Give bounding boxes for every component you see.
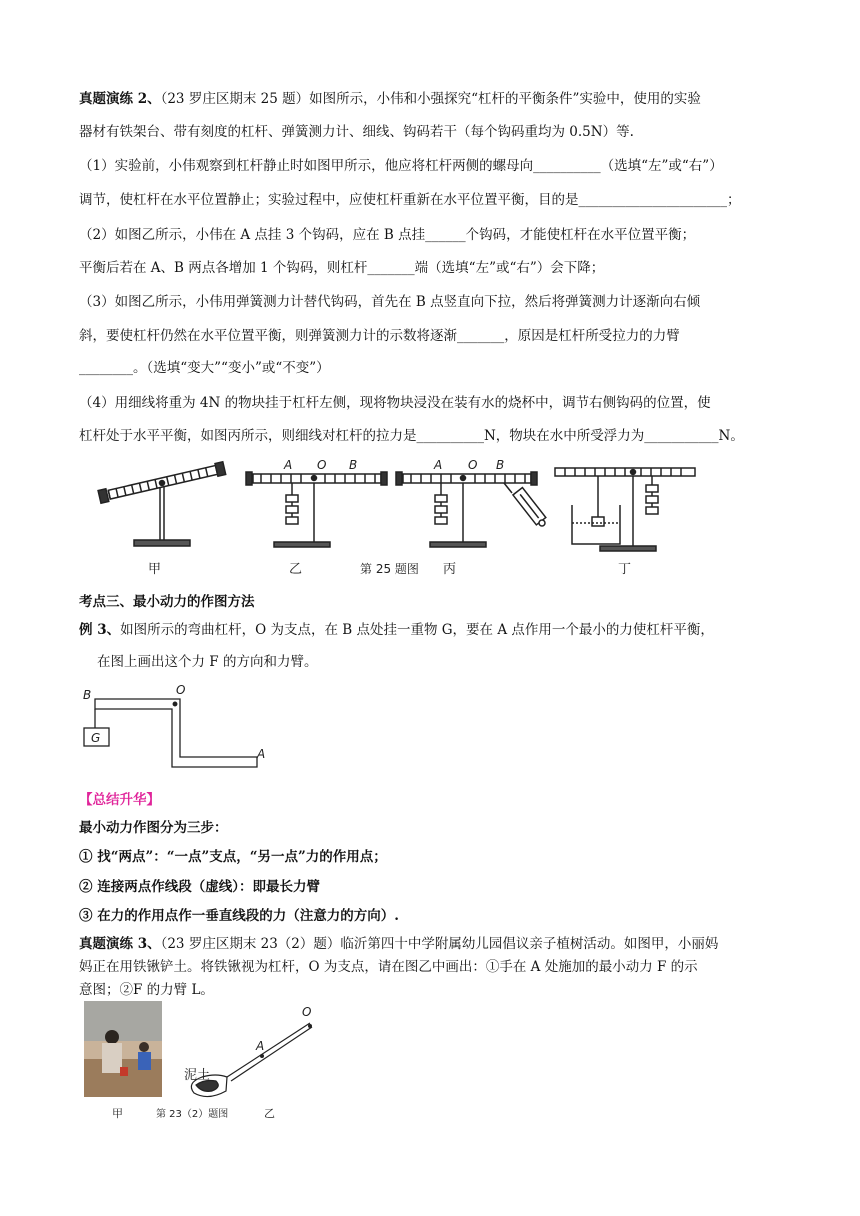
q2-line1 (79, 89, 701, 109)
caption-yi: 乙 (289, 562, 303, 577)
label-o: O (302, 1005, 312, 1019)
label-a-yi: A (284, 458, 293, 472)
label-a: A (257, 747, 266, 761)
label-b-bing: B (496, 458, 505, 472)
q3-line2: 妈正在用铁锹铲土。将铁锹视为杠杆，O 为支点，请在图乙中画出：①手在 A 处施加的最小动力 F 的示 (79, 959, 698, 975)
q2-text1: （23 罗庄区期末 25 题）如图所示，小伟和小强探究“杠杆的平衡条件”实验中，使用的实验 (160, 91, 701, 107)
lever-experiment-figure (90, 455, 720, 580)
label-a-bing: A (434, 458, 443, 472)
bent-lever (95, 699, 257, 767)
photo-jia (84, 1001, 162, 1097)
q2-part1-a: （1）实验前，小伟观察到杠杆静止时如图甲所示，他应将杠杆两侧的螺母向__________（选填“左”或“右”） (79, 158, 723, 174)
q2-part4-a: （4）用细线将重为 4N 的物块挂于杠杆左侧，现将物块浸没在装有水的烧杯中，调节右侧钩码的位置，使 (79, 395, 711, 411)
label-b-yi: B (349, 458, 358, 472)
example3-line2: 在图上画出这个力 F 的方向和力臂。 (97, 654, 318, 670)
q2-part2-b: 平衡后若在 A、B 两点各增加 1 个钩码，则杠杆_______端（选填“左”或“右”）会下降； (79, 260, 605, 276)
summary-intro: 最小动力作图分为三步： (79, 820, 228, 836)
shovel-figure (84, 1001, 334, 1126)
summary-step-2: ② 连接两点作线段（虚线）：即最长力臂 (79, 879, 320, 895)
q2-part3-c: ________。（选填“变大”“变小”或“不变”） (79, 360, 330, 376)
q3-line3: 意图；②F 的力臂 L。 (79, 982, 214, 998)
caption-figure-23: 第 23（2）题图 (156, 1109, 229, 1120)
caption-yi: 乙 (264, 1107, 275, 1120)
shovel-diagram (191, 1023, 312, 1097)
section3-title: 考点三、最小动力的作图方法 (79, 594, 255, 610)
example3-line1 (79, 620, 714, 640)
caption-bing: 丙 (443, 562, 457, 577)
caption-jia: 甲 (112, 1107, 123, 1120)
figure-jia (98, 462, 226, 546)
q2-part4-b: 杠杆处于水平平衡，如图丙所示，则细线对杠杆的拉力是__________N，物块在水中所受浮力为___________N。 (79, 428, 744, 444)
q2-part2-a: （2）如图乙所示，小伟在 A 点挂 3 个钩码，应在 B 点挂______个钩码，才能使杠杆在水平位置平衡； (79, 227, 696, 243)
bent-lever-figure (75, 684, 285, 779)
label-soil: 泥土 (184, 1068, 211, 1083)
q2-heading: 真题演练 2、 (79, 91, 161, 107)
q3-line1 (79, 934, 718, 954)
q3-heading: 真题演练 3、 (79, 936, 161, 952)
label-a: A (256, 1039, 265, 1053)
example3-label: 例 3、 (79, 622, 121, 638)
q2-part3-a: （3）如图乙所示，小伟用弹簧测力计替代钩码，首先在 B 点竖直向下拉，然后将弹簧测力计逐渐向右倾 (79, 294, 701, 310)
label-g: G (91, 731, 101, 745)
q2-part3-b: 斜，要使杠杆仍然在水平位置平衡，则弹簧测力计的示数将逐渐_______，原因是杠杆所受拉力的力臂 (79, 328, 680, 344)
label-o-bing: O (468, 458, 478, 472)
q2-line2: 器材有铁架台、带有刻度的杠杆、弹簧测力计、细线、钩码若干（每个钩码重均为 0.5N）等. (79, 124, 634, 140)
caption-ding: 丁 (618, 562, 632, 577)
q2-part1-b: 调节，使杠杆在水平位置静止；实验过程中，应使杠杆重新在水平位置平衡，目的是______________________； (79, 192, 741, 208)
label-b: B (83, 688, 92, 702)
label-o: O (176, 683, 186, 697)
example3-text1: 如图所示的弯曲杠杆，O 为支点，在 B 点处挂一重物 G，要在 A 点作用一个最小的力使杠杆平衡， (120, 622, 714, 638)
figure-bing (396, 472, 546, 547)
figure-ding (555, 468, 695, 551)
caption-figure-25: 第 25 题图 (360, 562, 419, 576)
label-o-yi: O (317, 458, 327, 472)
summary-step-1: ① 找“两点”：“一点”支点，“另一点”力的作用点； (79, 849, 387, 865)
summary-tag: 【总结升华】 (79, 792, 160, 808)
summary-step-3: ③ 在力的作用点作一垂直线段的力（注意力的方向）. (79, 908, 399, 924)
q3-text1: （23 罗庄区期末 23（2）题）临沂第四十中学附属幼儿园倡议亲子植树活动。如图甲，小丽妈 (160, 936, 719, 952)
figure-yi (246, 472, 387, 547)
caption-jia: 甲 (148, 562, 162, 577)
